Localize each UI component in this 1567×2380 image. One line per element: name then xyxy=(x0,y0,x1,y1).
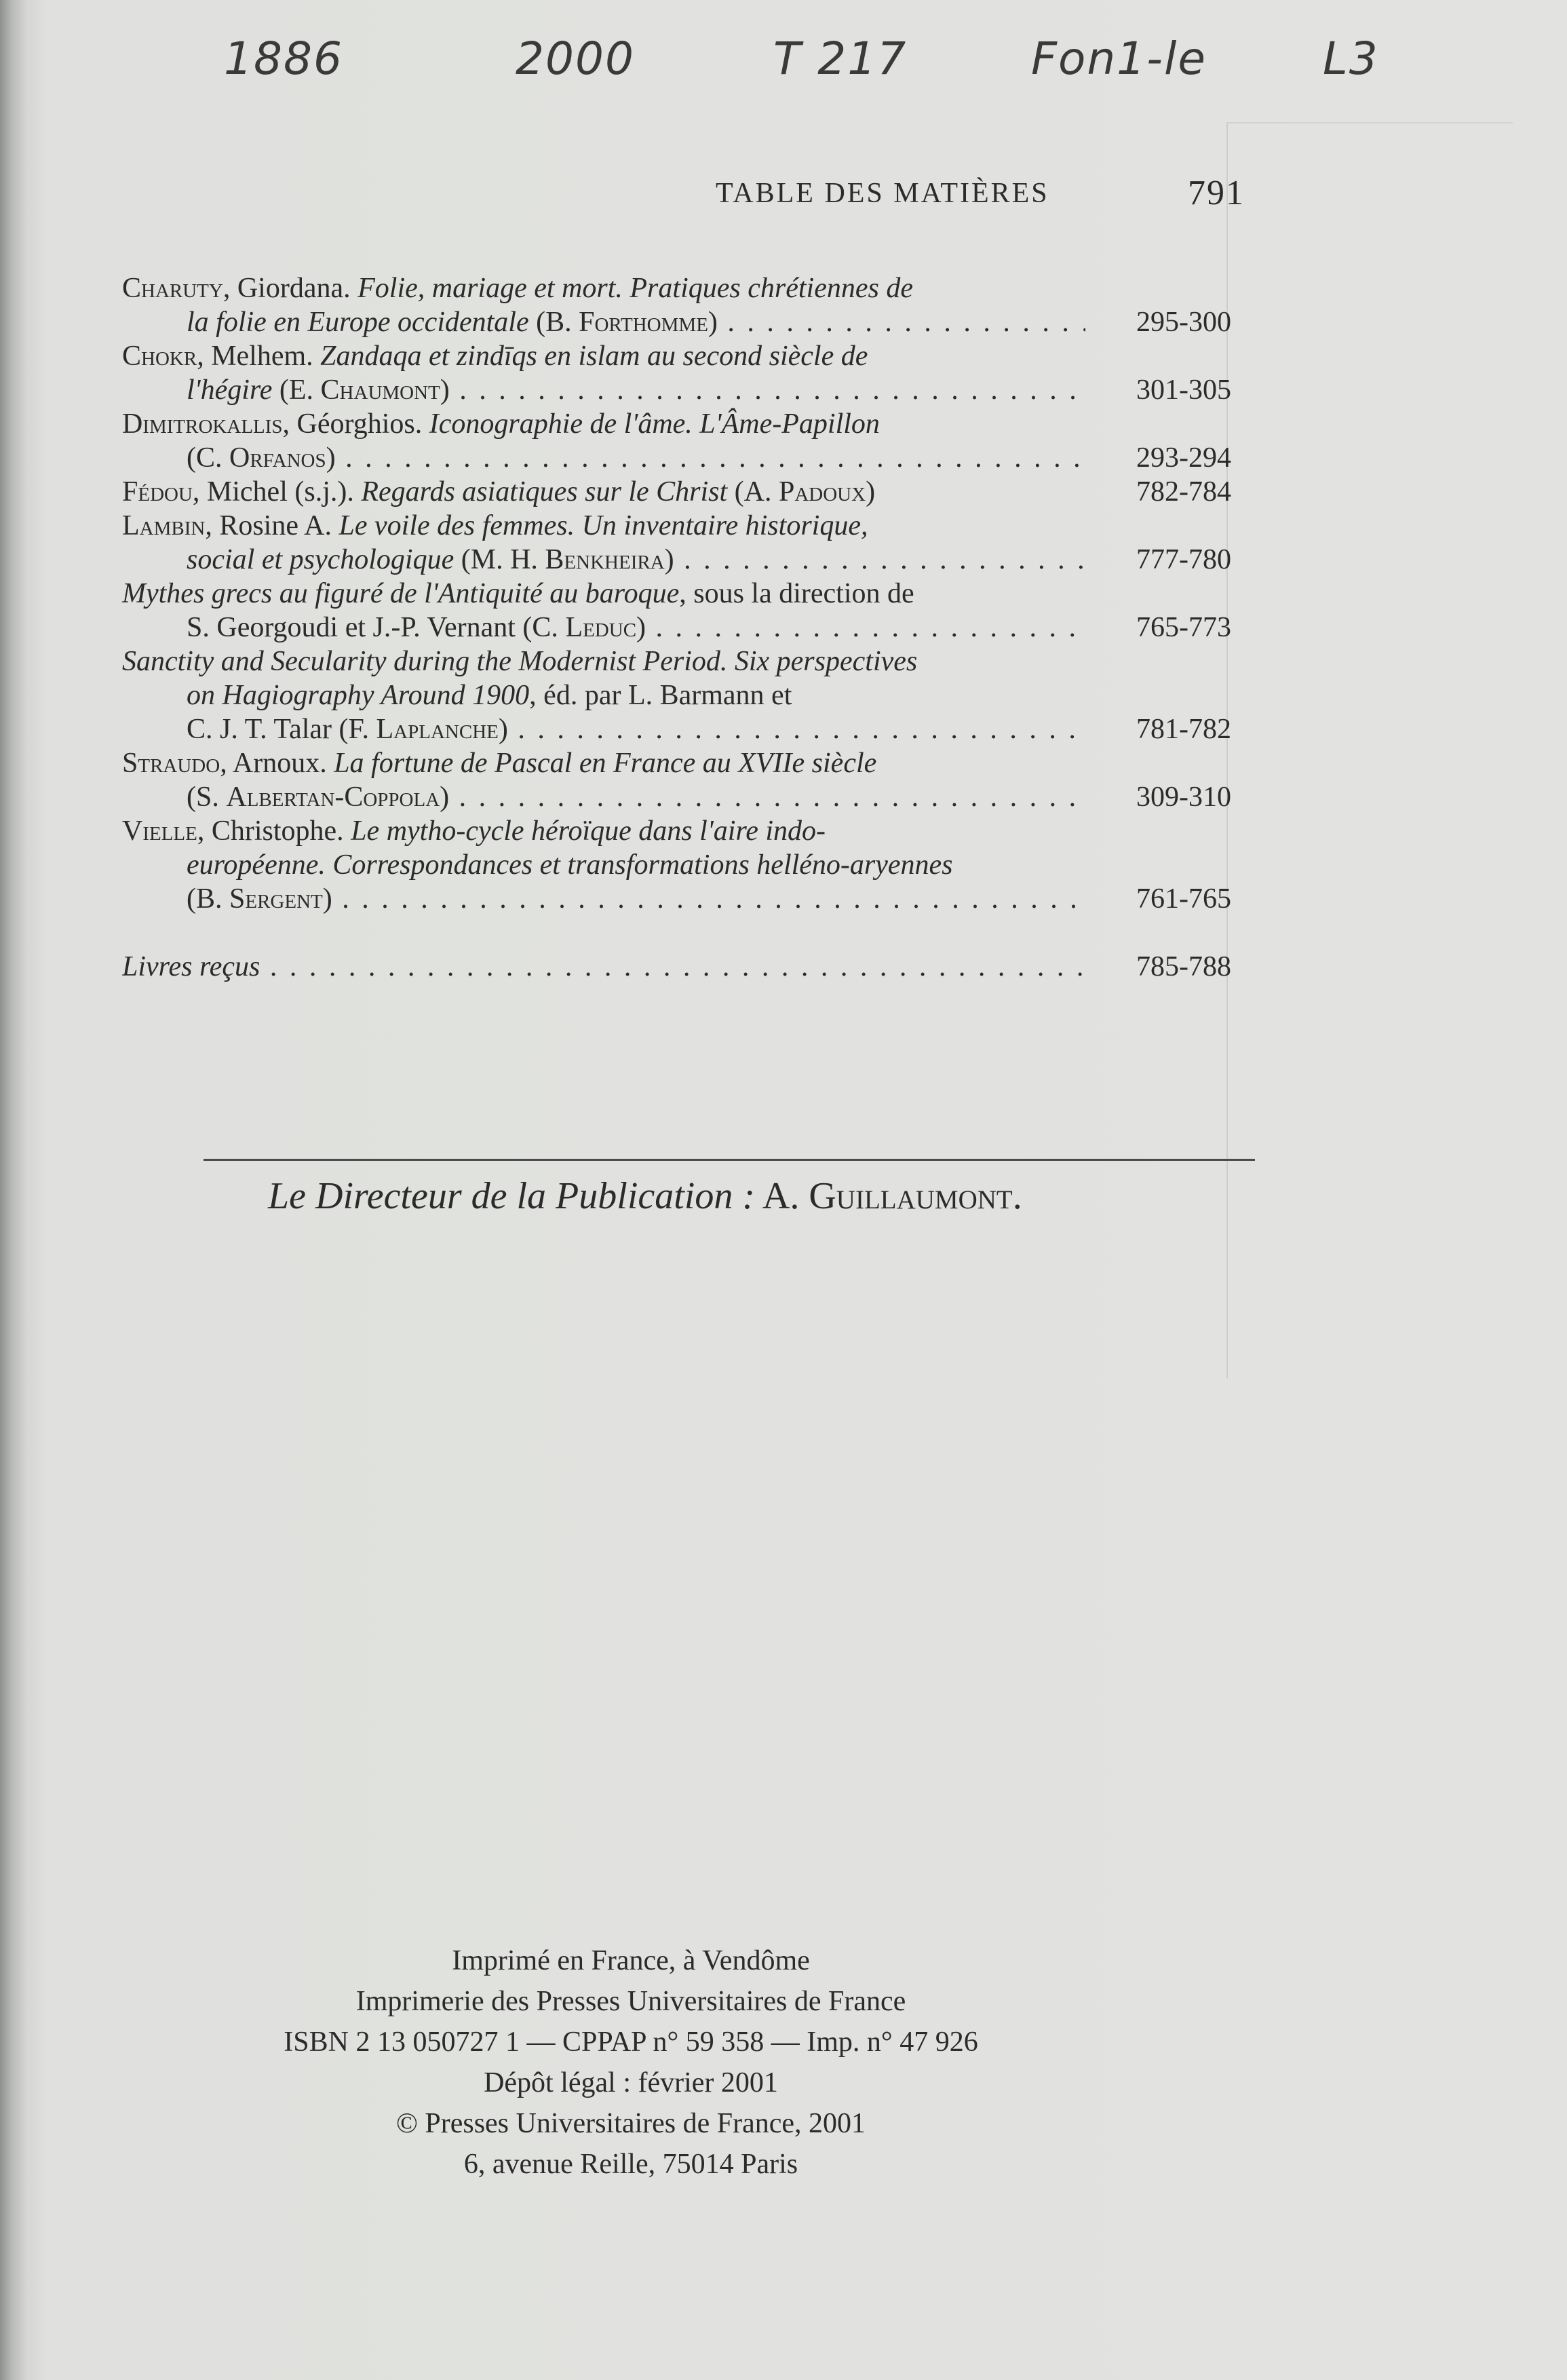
toc-line xyxy=(122,271,1085,305)
book-title: Le mytho-cycle héroïque dans l'aire indo- xyxy=(351,815,826,847)
author-name: Vielle xyxy=(122,815,197,847)
book-title: Sanctity and Secularity during the Modernist Period. Six perspectives xyxy=(122,646,918,677)
page-range: 765-773 xyxy=(1136,612,1231,643)
director-label: Le Directeur de la Publication : xyxy=(268,1175,755,1217)
reviewer-suffix: ) xyxy=(636,612,646,643)
toc-line xyxy=(122,611,1085,645)
toc-line xyxy=(122,882,1085,916)
imprint-line: © Presses Universitaires de France, 2001 xyxy=(395,2108,866,2139)
reviewer-name: Orfanos xyxy=(229,442,326,474)
director-name: Guillaumont xyxy=(809,1175,1013,1217)
reviewer-suffix: ) xyxy=(498,714,508,745)
toc-line xyxy=(122,339,1085,373)
handwritten-note: 1886 xyxy=(224,33,343,85)
spacer xyxy=(122,916,1252,950)
toc-line xyxy=(122,407,1085,441)
reviewer-name: Padoux xyxy=(779,476,866,507)
author-given: , Christophe. xyxy=(197,815,351,847)
book-title: La fortune de Pascal en France au XVIIe siècle xyxy=(334,748,877,779)
toc-line xyxy=(122,712,1085,746)
table-of-contents xyxy=(122,271,1252,984)
toc-entry xyxy=(122,339,1252,407)
author-given: , Michel (s.j.). xyxy=(192,476,362,507)
reviewer-prefix: (A. xyxy=(727,476,779,507)
reviewer-name: Laplanche xyxy=(376,714,499,745)
toc-line xyxy=(122,746,1085,780)
reviewer-suffix: ) xyxy=(708,307,718,338)
page-range: 781-782 xyxy=(1136,714,1231,745)
author-given: , Giordana. xyxy=(223,273,358,304)
author-given: , Arnoux. xyxy=(220,748,334,779)
book-title: européenne. Correspondances et transformations helléno-aryennes xyxy=(187,849,953,881)
author-name: Lambin xyxy=(122,510,206,541)
toc-entry xyxy=(122,814,1252,916)
reviewer-prefix: (B. xyxy=(187,883,229,915)
reviewer-name: Sergent xyxy=(229,883,323,915)
reviewer-name: Benkheira xyxy=(545,544,665,575)
handwritten-notes xyxy=(224,33,1445,107)
toc-entry xyxy=(122,746,1252,814)
toc-entry-received xyxy=(122,950,1252,984)
handwritten-note: T 217 xyxy=(773,33,908,85)
toc-line xyxy=(122,543,1085,577)
page-range: 782-784 xyxy=(1136,476,1231,507)
page-range: 293-294 xyxy=(1136,442,1231,474)
toc-entry xyxy=(122,407,1252,475)
page-range: 295-300 xyxy=(1136,307,1231,338)
reviewer-name: Chaumont xyxy=(320,375,440,406)
reviewer-prefix: (E. xyxy=(272,375,321,406)
imprint-line: 6, avenue Reille, 75014 Paris xyxy=(463,2149,798,2180)
book-title: on Hagiography Around 1900 xyxy=(187,680,530,711)
book-title: Folie, mariage et mort. Pratiques chrétiennes de xyxy=(357,273,913,304)
handwritten-note: L3 xyxy=(1323,33,1379,85)
imprint-line: Dépôt légal : février 2001 xyxy=(484,2067,778,2098)
page-range: 309-310 xyxy=(1136,782,1231,813)
book-title: Iconographie de l'âme. L'Âme-Papillon xyxy=(429,408,880,440)
author-given: , Melhem. xyxy=(197,341,321,372)
separator-rule xyxy=(204,1159,1255,1161)
reviewer-prefix: (M. H. xyxy=(454,544,545,575)
toc-line xyxy=(122,373,1085,407)
toc-line xyxy=(122,848,1085,882)
toc-line xyxy=(122,780,1085,814)
toc-entry xyxy=(122,645,1252,746)
book-title: Zandaqa et zindīqs en islam au second siècle de xyxy=(320,341,868,372)
handwritten-note: Fon1-le xyxy=(1031,33,1207,85)
reviewer-name: Leduc xyxy=(565,612,637,643)
toc-line xyxy=(122,475,1085,509)
toc-entry xyxy=(122,577,1252,645)
book-title: social et psychologique xyxy=(187,544,454,575)
entry-text: , éd. par L. Barmann et xyxy=(529,680,792,711)
toc-entry xyxy=(122,475,1252,509)
reviewer-suffix: ) xyxy=(440,375,450,406)
book-title: la folie en Europe occidentale xyxy=(187,307,529,338)
author-name: Charuty xyxy=(122,273,223,304)
entry-text: C. J. T. Talar (F. xyxy=(187,714,376,745)
header-title: TABLE DES MATIÈRES xyxy=(716,178,1049,209)
reviewer-suffix: ) xyxy=(866,476,876,507)
reviewer-prefix: (C. xyxy=(187,442,229,474)
toc-entry xyxy=(122,271,1252,339)
author-given: , Géorghios. xyxy=(282,408,429,440)
entry-text: , sous la direction de xyxy=(679,578,914,609)
author-given: , Rosine A. xyxy=(205,510,339,541)
reviewer-suffix: ) xyxy=(326,442,336,474)
imprint-line: Imprimerie des Presses Universitaires de France xyxy=(355,1986,906,2017)
author-name: Dimitrokallis xyxy=(122,408,283,440)
imprint-line: Imprimé en France, à Vendôme xyxy=(452,1945,810,1976)
toc-line xyxy=(122,305,1085,339)
imprint-block xyxy=(258,1940,1004,2185)
reviewer-prefix: (S. xyxy=(187,782,227,813)
toc-line xyxy=(122,678,1085,712)
reviewer-suffix: ) xyxy=(322,883,332,915)
toc-line xyxy=(122,645,1085,678)
director-initial: A. xyxy=(755,1175,809,1217)
page-range: 785-788 xyxy=(1136,951,1231,982)
toc-line xyxy=(122,441,1085,475)
book-title: Regards asiatiques sur le Christ xyxy=(361,476,728,507)
imprint-line: ISBN 2 13 050727 1 — CPPAP n° 59 358 — Imp. n° 47 926 xyxy=(284,2027,978,2058)
entry-text: S. Georgoudi et J.-P. Vernant (C. xyxy=(187,612,566,643)
author-name: Chokr xyxy=(122,341,197,372)
director-end: . xyxy=(1012,1175,1022,1217)
running-header xyxy=(716,173,1245,227)
book-title: l'hégire xyxy=(187,375,273,406)
reviewer-suffix: ) xyxy=(664,544,674,575)
reviewer-name: Albertan-Coppola xyxy=(226,782,440,813)
toc-line xyxy=(122,577,1085,611)
reviewer-prefix: (B. xyxy=(528,307,579,338)
toc-line xyxy=(122,509,1085,543)
reviewer-name: Forthomme xyxy=(579,307,708,338)
reviewer-suffix: ) xyxy=(440,782,450,813)
publication-director xyxy=(268,1172,1258,1220)
book-title: Mythes grecs au figuré de l'Antiquité au baroque xyxy=(122,578,680,609)
toc-line xyxy=(122,814,1085,848)
page-range: 301-305 xyxy=(1136,375,1231,406)
received-label: Livres reçus xyxy=(122,951,260,982)
page-range: 777-780 xyxy=(1136,544,1231,575)
toc-line xyxy=(122,950,1085,984)
toc-entry xyxy=(122,509,1252,577)
author-name: Fédou xyxy=(122,476,193,507)
author-name: Straudo xyxy=(122,748,220,779)
page-number: 791 xyxy=(1188,174,1245,212)
handwritten-note: 2000 xyxy=(516,33,635,85)
bleed-through-ghost xyxy=(1226,122,1513,1379)
page-range: 761-765 xyxy=(1136,883,1231,915)
book-title: Le voile des femmes. Un inventaire historique, xyxy=(338,510,868,541)
